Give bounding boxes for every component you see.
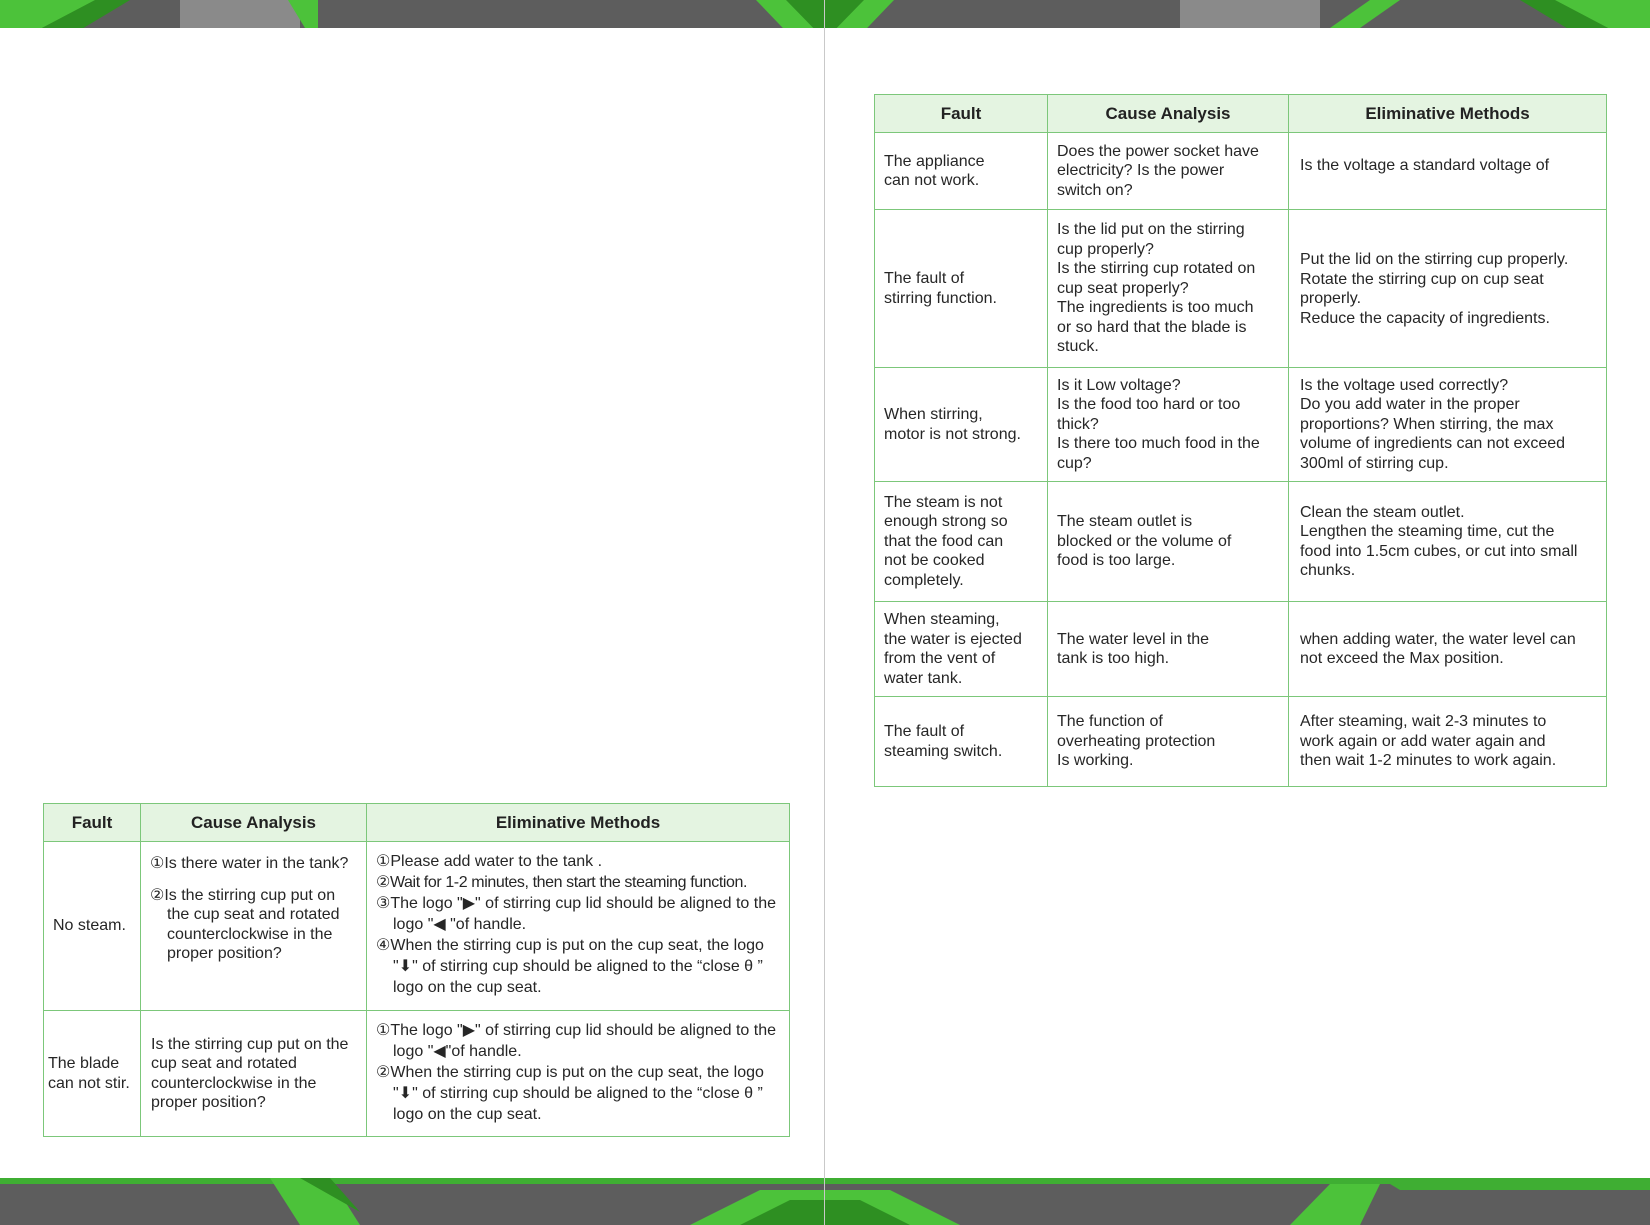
fault-cell: When steaming, the water is ejected from the vent of water tank. — [875, 602, 1048, 697]
fault-cell: No steam. — [44, 842, 141, 1011]
header-methods: Eliminative Methods — [1289, 95, 1607, 133]
table-header-row — [875, 95, 1607, 133]
cause-cell: The steam outlet is blocked or the volume of food is too large. — [1048, 482, 1289, 602]
cause-cell: The water level in the tank is too high. — [1048, 602, 1289, 697]
methods-cell: Put the lid on the stirring cup properly. Rotate the stirring cup on cup seat properly. Reduce the capacity of ingredients. — [1289, 210, 1607, 368]
method-line: ②Wait for 1-2 minutes, then start the steaming function. — [376, 874, 748, 891]
methods-cell: Is the voltage a standard voltage of — [1289, 133, 1607, 210]
method-line: ④When the stirring cup is put on the cup seat, the logo "⬇" of stirring cup should be aligned to the “close θ ” logo on the cup seat. — [376, 937, 764, 996]
troubleshooting-table-left — [43, 803, 790, 1137]
methods-cell — [367, 842, 790, 1011]
table-row — [875, 210, 1607, 368]
table-header-row — [44, 804, 790, 842]
table-row — [44, 1011, 790, 1137]
methods-cell: After steaming, wait 2-3 minutes to work again or add water again and then wait 1-2 minutes to work again. — [1289, 697, 1607, 787]
method-line: ②When the stirring cup is put on the cup seat, the logo "⬇" of stirring cup should be aligned to the “close θ ” logo on the cup seat. — [376, 1064, 764, 1123]
cause-line: ②Is the stirring cup put on the cup seat and rotated counterclockwise in the proper position? — [150, 886, 340, 962]
page-spine — [824, 0, 825, 1225]
table-row — [44, 842, 790, 1011]
header-methods: Eliminative Methods — [367, 804, 790, 842]
cause-cell: Is the stirring cup put on the cup seat and rotated counterclockwise in the proper position? — [141, 1011, 367, 1137]
method-line: ①The logo "▶" of stirring cup lid should be aligned to the logo "◀"of handle. — [376, 1022, 777, 1060]
method-line: ①Please add water to the tank . — [376, 853, 603, 870]
header-cause: Cause Analysis — [141, 804, 367, 842]
troubleshooting-table-right — [874, 94, 1607, 787]
fault-cell: When stirring, motor is not strong. — [875, 368, 1048, 482]
fault-cell: The fault of stirring function. — [875, 210, 1048, 368]
cause-cell: Does the power socket have electricity? Is the power switch on? — [1048, 133, 1289, 210]
cause-cell: The function of overheating protection Is working. — [1048, 697, 1289, 787]
cause-cell: Is the lid put on the stirring cup properly? Is the stirring cup rotated on cup seat properly? The ingredients is too much or so hard that the blade is stuck. — [1048, 210, 1289, 368]
header-fault: Fault — [44, 804, 141, 842]
method-line: ③The logo "▶" of stirring cup lid should be aligned to the logo "◀ "of handle. — [376, 895, 777, 933]
fault-cell: The blade can not stir. — [44, 1011, 141, 1137]
fault-cell: The fault of steaming switch. — [875, 697, 1048, 787]
header-fault: Fault — [875, 95, 1048, 133]
cause-cell: Is it Low voltage? Is the food too hard or too thick? Is there too much food in the cup? — [1048, 368, 1289, 482]
table-row — [875, 602, 1607, 697]
fault-cell: The appliance can not work. — [875, 133, 1048, 210]
table-row — [875, 368, 1607, 482]
table-row — [875, 697, 1607, 787]
cause-cell — [141, 842, 367, 1011]
fault-cell: The steam is not enough strong so that the food can not be cooked completely. — [875, 482, 1048, 602]
cause-line: ①Is there water in the tank? — [150, 855, 349, 872]
methods-cell: when adding water, the water level can not exceed the Max position. — [1289, 602, 1607, 697]
methods-cell — [367, 1011, 790, 1137]
header-cause: Cause Analysis — [1048, 95, 1289, 133]
table-row — [875, 482, 1607, 602]
methods-cell: Is the voltage used correctly? Do you add water in the proper proportions? When stirring, the max volume of ingredients can not exceed 300ml of stirring cup. — [1289, 368, 1607, 482]
table-row — [875, 133, 1607, 210]
methods-cell: Clean the steam outlet. Lengthen the steaming time, cut the food into 1.5cm cubes, or cut into small chunks. — [1289, 482, 1607, 602]
